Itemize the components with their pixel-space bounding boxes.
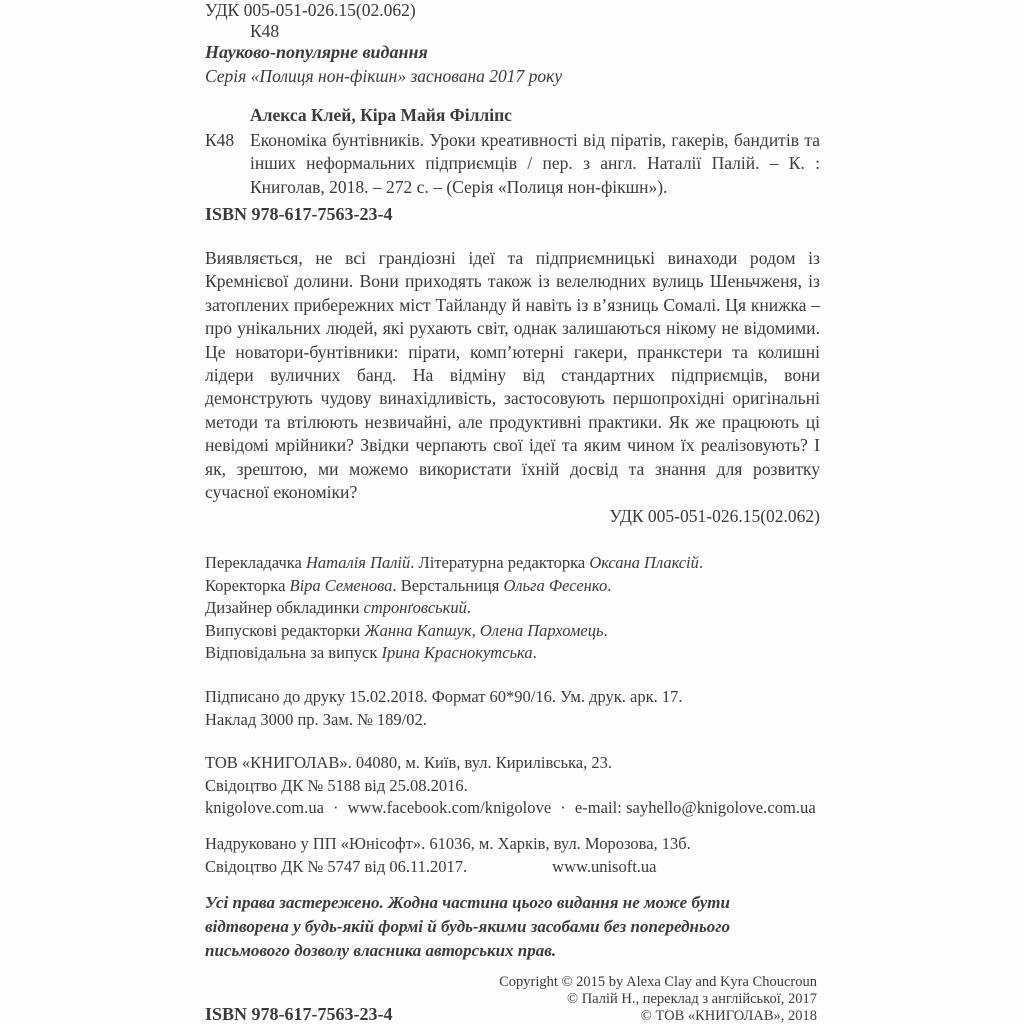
credit-line [205, 620, 820, 643]
credit-name: Наталія Палій [305, 553, 411, 572]
credit-name: Ірина Краснокутська [381, 643, 533, 662]
credit-role: Випускові редакторки [205, 620, 365, 640]
credit-end: . [607, 575, 612, 595]
credit-role-2: Верстальниця [400, 575, 504, 595]
isbn-top: ISBN 978-617-7563-23-4 [205, 204, 393, 224]
separator-dot-icon: · [560, 798, 566, 817]
publisher-address: ТОВ «КНИГОЛАВ». 04080, м. Київ, вул. Кирилівська, 23. [205, 753, 612, 772]
publisher-contacts [205, 797, 820, 820]
credit-separator: . [392, 575, 401, 595]
publisher-email-link[interactable]: e-mail: sayhello@knigolove.com.ua [574, 798, 816, 817]
annotation-paragraph: Виявляється, не всі грандіозні ідеї та підприємницькі винаходи родом із Кремнієвої долини. Вони приходять також із велелюдних вулиць Шеньчженя, із затоплених прибережних міст Тайланду й навіть із в’язниць Сомалі. Ця книжка – про унікальних людей, які рухають світ, однак залишаються нікому не відомими. Це новатори-бунтівники: пірати, комп’ютерні гакери, пранкстери та колишні лідери вуличних банд. На відміну від стандартних підприємців, вони демонструють чудову винахідливість, застосовують першопрохідні оригінальні методи та втілюють незвичайні, але продуктивні практики. Як же працюють ці невідомі мрійники? Звідки черпають свої ідеї та яким чином їх реалізовують? І як, зрештою, ми можемо використати їхній досвід та знання для розвитку сучасної економіки? [205, 248, 820, 503]
rights-reserved-notice: Усі права застережено. Жодна частина цього видання не може бути відтворена у будь-якій формі й будь-якими засобами без попереднього письмового дозволу власника авторських прав. [205, 893, 731, 960]
udk-top-line: УДК 005-051-026.15(02.062) [205, 0, 416, 20]
credit-name-2: Олена Пархомець [479, 620, 604, 640]
credit-role: Дизайнер обкладинки [205, 598, 364, 617]
credit-end: . [466, 598, 472, 617]
biblio-description-text: Економіка бунтівників. Уроки креативності від піратів, гакерів, бандитів та інших неформальних підприємців / пер. з англ. Наталії Палій. – К. : Книголав, 2018. – 272 с. – (Серія «Полиця нон-фікшн»). [250, 130, 820, 197]
publisher-website-link[interactable]: knigolove.com.ua [205, 798, 325, 817]
copyright-translation: © Палій Н., переклад з англійської, 2017 [567, 990, 817, 1007]
credit-name-2: Оксана Плаксій [589, 553, 699, 572]
biblio-authors: Алекса Клей, Кіра Майя Філліпс [250, 105, 512, 125]
credit-separator: . [410, 553, 419, 572]
credit-line [205, 597, 820, 620]
credit-end: . [698, 553, 703, 572]
isbn-bottom: ISBN 978-617-7563-23-4 [205, 1004, 393, 1024]
print-run-signed: Підписано до друку 15.02.2018. Формат 60*90/16. Ум. друк. арк. 17. [205, 687, 683, 706]
credit-role: Відповідальна за випуск [205, 643, 382, 662]
credit-end: . [532, 643, 537, 662]
biblio-description [205, 129, 820, 199]
credit-end: . [603, 620, 608, 640]
shelf-code-top: К48 [250, 21, 280, 41]
printer-certificate-line [205, 856, 820, 879]
print-run-order: Наклад 3000 пр. Зам. № 189/02. [205, 709, 427, 729]
copyright-original: Copyright © 2015 by Alexa Clay and Kyra Choucroun [499, 974, 817, 990]
publisher-block [205, 752, 820, 820]
credit-name: Віра Семенова [289, 575, 393, 595]
credit-name-2: Ольга Фесенко [503, 575, 608, 595]
credit-name: Жанна Капшук [364, 620, 472, 640]
publisher-facebook-link[interactable]: www.facebook.com/knigolove [347, 798, 552, 817]
credits-block [205, 552, 820, 665]
credit-line [205, 642, 820, 665]
bibliographic-record [205, 104, 820, 199]
credit-line [205, 575, 820, 598]
credit-role: Перекладачка [205, 553, 306, 572]
credit-role: Коректорка [205, 575, 290, 595]
copyright-publisher: © ТОВ «КНИГОЛАВ», 2018 [640, 1007, 817, 1024]
separator-dot-icon: · [333, 798, 339, 817]
printer-certificate: Свідоцтво ДК № 5747 від 06.11.2017. [205, 856, 468, 876]
publisher-certificate: Свідоцтво ДК № 5188 від 25.08.2016. [205, 775, 468, 795]
series-note: Серія «Полиця нон-фікшн» заснована 2017 року [205, 66, 563, 86]
credit-role-2: Літературна редакторка [418, 553, 590, 572]
credit-separator: , [471, 620, 480, 640]
credit-name: стронґовський [363, 598, 467, 617]
biblio-hanging-code: К48 [205, 130, 235, 150]
printer-block [205, 833, 820, 878]
print-data-block [205, 686, 820, 731]
printer-website-link[interactable]: www.unisoft.ua [552, 856, 657, 876]
publication-kind: Науково-популярне видання [205, 42, 428, 62]
udk-bottom-line: УДК 005-051-026.15(02.062) [609, 506, 820, 526]
printer-address: Надруковано у ПП «Юнісофт». 61036, м. Харків, вул. Морозова, 13б. [205, 834, 691, 853]
credit-line [205, 552, 820, 575]
